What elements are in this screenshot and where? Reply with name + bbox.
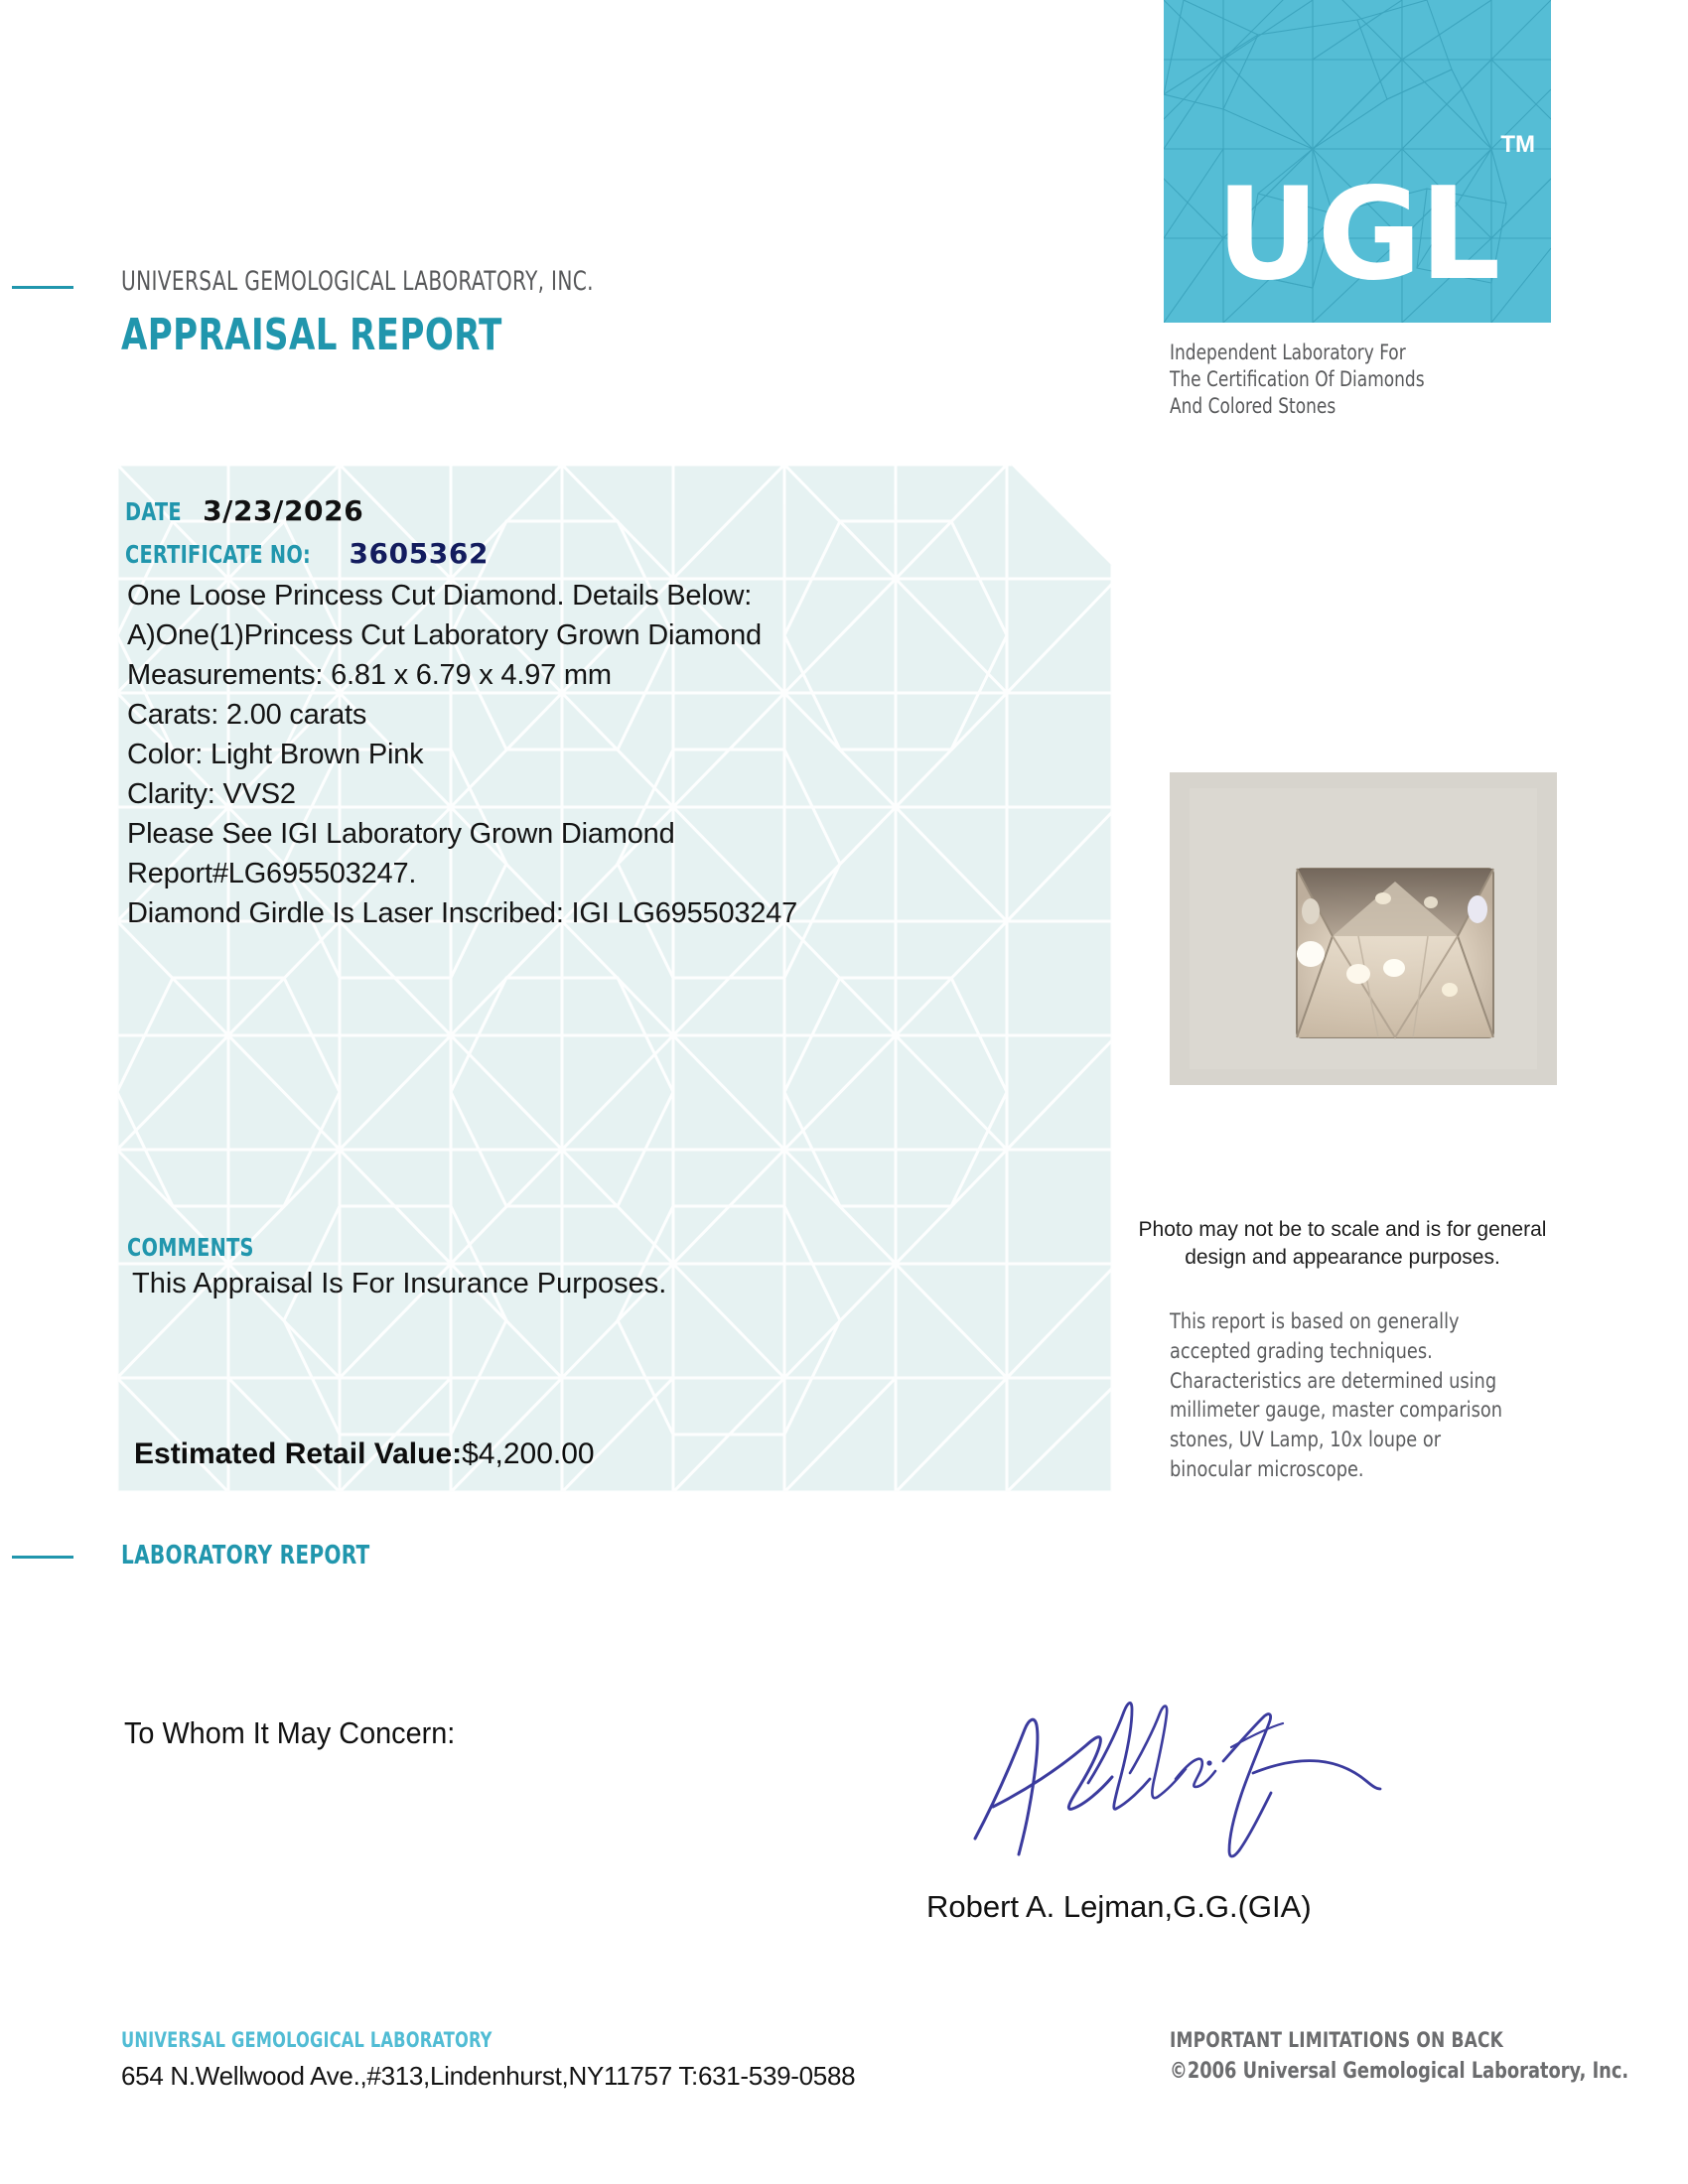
footer-lab-name: UNIVERSAL GEMOLOGICAL LABORATORY xyxy=(121,2028,492,2052)
detail-line: One Loose Princess Cut Diamond. Details Below: xyxy=(127,580,753,612)
detail-line: Color: Light Brown Pink xyxy=(127,739,424,770)
signature-icon xyxy=(963,1688,1390,1876)
date-label: DATE xyxy=(125,497,182,526)
header-accent-rule xyxy=(12,286,73,289)
photo-caption: Photo may not be to scale and is for general design and appearance purposes. xyxy=(1138,1218,1547,1269)
page-title: APPRAISAL REPORT xyxy=(121,310,502,360)
comments-label: COMMENTS xyxy=(127,1233,254,1262)
certificate-label: CERTIFICATE NO: xyxy=(125,540,312,569)
detail-line: Measurements: 6.81 x 6.79 x 4.97 mm xyxy=(127,659,612,691)
certificate-row xyxy=(125,537,489,570)
detail-line: Clarity: VVS2 xyxy=(127,778,296,810)
logo-tagline xyxy=(1170,340,1425,420)
diamond-photo xyxy=(1170,772,1557,1085)
logo-tagline-line: Independent Laboratory For xyxy=(1170,341,1406,364)
footer-address: 654 N.Wellwood Ave.,#313,Lindenhurst,NY11757 T:631-539-0588 xyxy=(121,2061,856,2091)
retail-value-amount: $4,200.00 xyxy=(462,1437,595,1470)
logo-tagline-line: The Certification Of Diamonds xyxy=(1170,366,1425,391)
lab-report-accent-rule xyxy=(12,1556,73,1559)
footer-copyright: ©2006 Universal Gemological Laboratory, Inc. xyxy=(1170,2059,1629,2084)
logo-wordmark: UGL xyxy=(1215,161,1499,309)
detail-line: Diamond Girdle Is Laser Inscribed: IGI LG695503247 xyxy=(127,897,798,929)
comments-text: This Appraisal Is For Insurance Purposes. xyxy=(132,1268,667,1299)
footer-limitations: IMPORTANT LIMITATIONS ON BACK xyxy=(1170,2028,1504,2052)
detail-line: Report#LG695503247. xyxy=(127,858,417,889)
lab-report-title: LABORATORY REPORT xyxy=(121,1541,370,1570)
salutation: To Whom It May Concern: xyxy=(124,1715,456,1750)
logo-background xyxy=(1164,0,1551,323)
date-row xyxy=(125,494,363,527)
diamond-photo-image xyxy=(1170,772,1557,1085)
detail-line: Carats: 2.00 carats xyxy=(127,699,367,731)
retail-value-label: Estimated Retail Value: xyxy=(134,1437,463,1470)
logo-tagline-line: And Colored Stones xyxy=(1170,393,1336,418)
company-name: UNIVERSAL GEMOLOGICAL LABORATORY, INC. xyxy=(121,266,594,297)
certificate-value: 3605362 xyxy=(349,537,490,570)
detail-line: Please See IGI Laboratory Grown Diamond xyxy=(127,818,675,850)
signer-name: Robert A. Lejman,G.G.(GIA) xyxy=(926,1889,1312,1924)
trademark-icon: TM xyxy=(1500,131,1535,158)
photo-disclaimer: This report is based on generally accepted grading techniques. Characteristics are determined using millimeter gauge, master comparison stones, UV Lamp, 10x loupe or binocular microscope. xyxy=(1170,1309,1502,1482)
ugl-logo xyxy=(1164,0,1551,323)
detail-line: A)One(1)Princess Cut Laboratory Grown Diamond xyxy=(127,619,762,651)
date-value: 3/23/2026 xyxy=(203,494,364,527)
estimated-retail-value-row xyxy=(134,1437,595,1471)
